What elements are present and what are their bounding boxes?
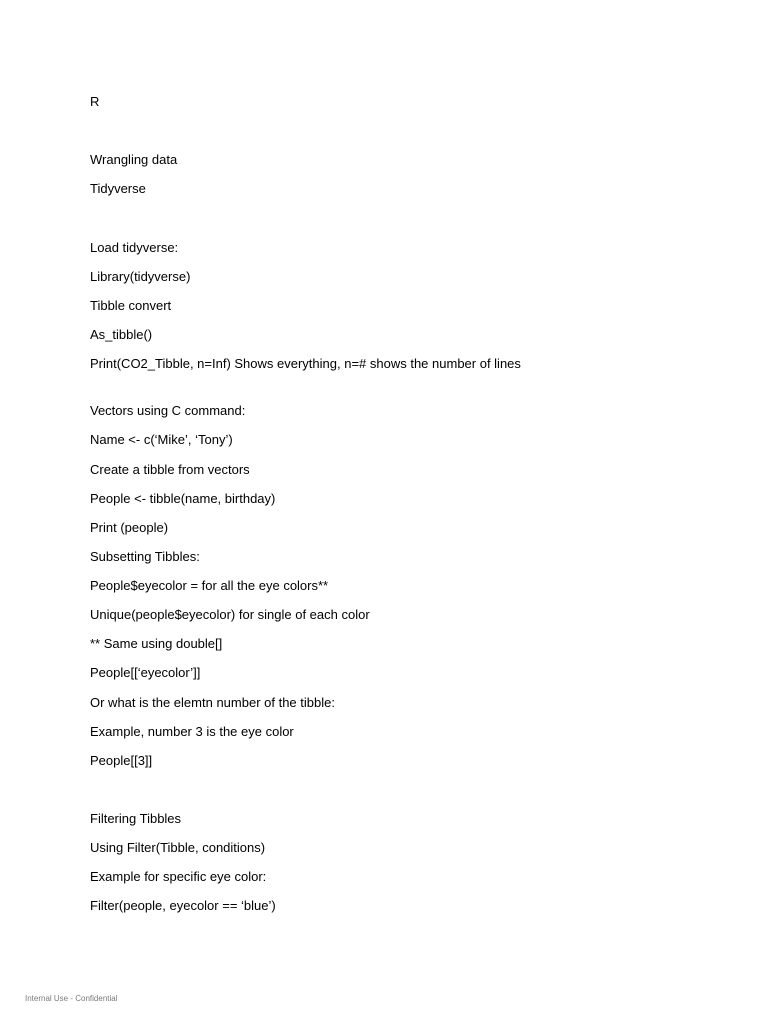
text-line: Tibble convert — [90, 298, 172, 313]
text-line: As_tibble() — [90, 327, 153, 342]
text-line: Unique(people$eyecolor) for single of each color — [90, 607, 370, 622]
text-line: People[[3]] — [90, 753, 153, 768]
text-line: Name <- c(‘Mike’, ‘Tony’) — [90, 432, 233, 447]
text-line: People[[‘eyecolor’]] — [90, 665, 201, 680]
text-line: Tidyverse — [90, 181, 146, 196]
text-line: Create a tibble from vectors — [90, 462, 250, 477]
text-line: R — [90, 94, 100, 109]
text-line: Filter(people, eyecolor == ‘blue’) — [90, 898, 276, 913]
text-line: Load tidyverse: — [90, 240, 179, 255]
text-line: Vectors using C command: — [90, 403, 246, 418]
text-line: Filtering Tibbles — [90, 811, 182, 826]
text-line: People$eyecolor = for all the eye colors** — [90, 578, 329, 593]
text-line: Example, number 3 is the eye color — [90, 724, 294, 739]
text-line: People <- tibble(name, birthday) — [90, 491, 276, 506]
text-line: Print (people) — [90, 520, 169, 535]
text-line: Subsetting Tibbles: — [90, 549, 200, 564]
text-line: Example for specific eye color: — [90, 869, 267, 884]
confidentiality-footer: Internal Use - Confidential — [25, 994, 118, 1003]
text-line: Print(CO2_Tibble, n=Inf) Shows everything, n=# shows the number of lines — [90, 356, 521, 371]
text-line: ** Same using double[] — [90, 636, 223, 651]
text-line: Or what is the elemtn number of the tibble: — [90, 695, 335, 710]
text-line: Using Filter(Tibble, conditions) — [90, 840, 266, 855]
text-line: Library(tidyverse) — [90, 269, 191, 284]
text-line: Wrangling data — [90, 152, 178, 167]
